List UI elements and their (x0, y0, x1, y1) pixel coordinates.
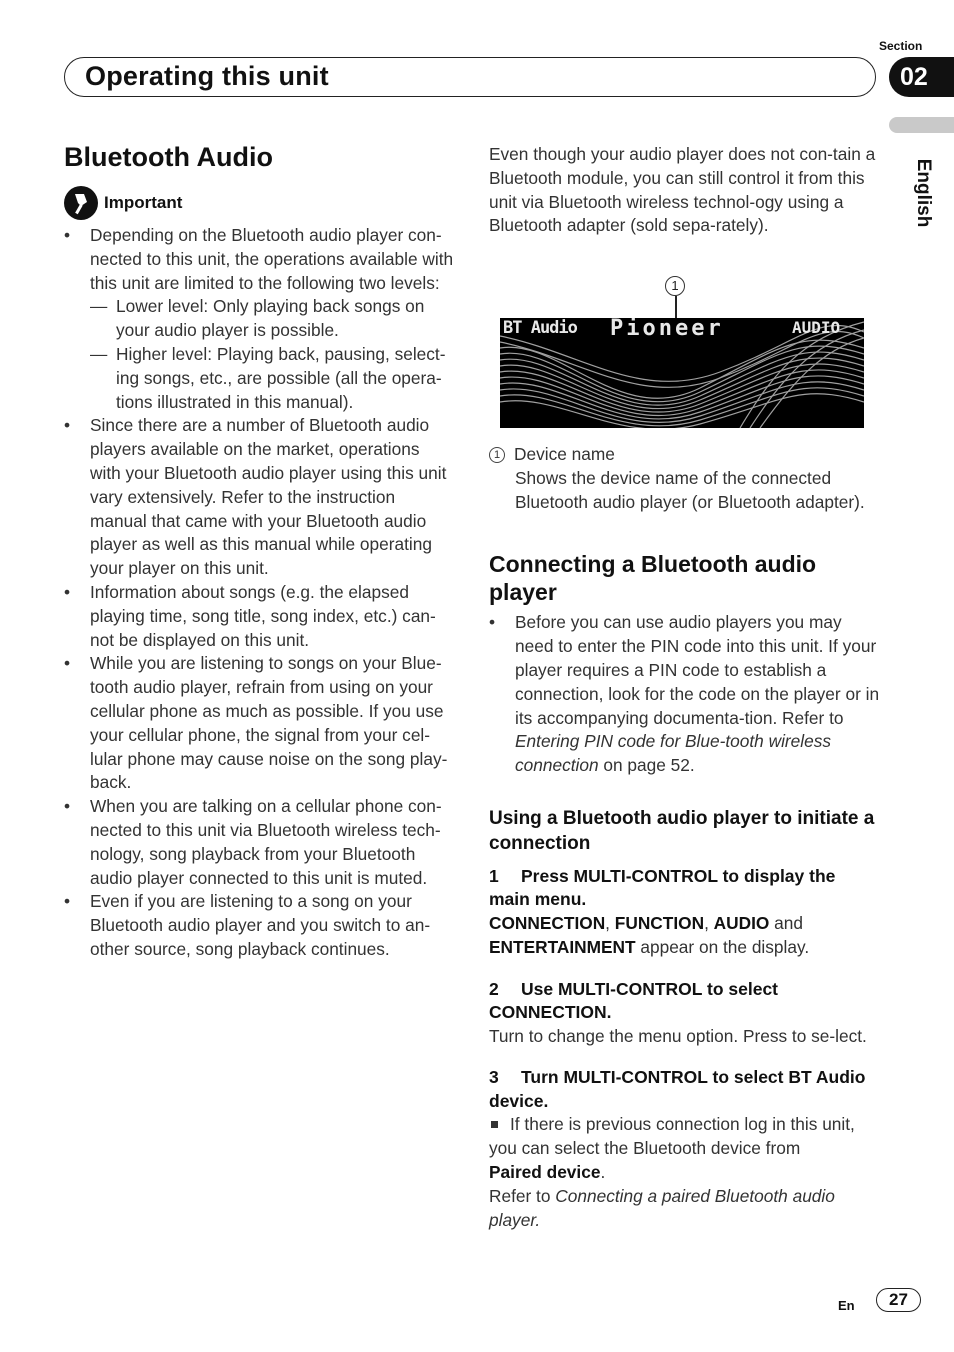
important-list (64, 224, 454, 962)
language-label: English (913, 158, 934, 228)
step-1 (489, 865, 881, 912)
section-heading: Connecting a Bluetooth audio player (489, 551, 817, 606)
important-label: Important (104, 193, 183, 212)
menu-item-function: FUNCTION (614, 912, 705, 933)
caption-text: Shows the device name of the connected Bluetooth audio player (or Bluetooth adapter). (515, 467, 865, 512)
figure-caption (489, 443, 881, 467)
section-number-badge: 02 (889, 57, 954, 97)
menu-item-audio: AUDIO (713, 912, 770, 933)
note-text: If there is previous connection log in this unit, you can select the Bluetooth device from (489, 1114, 855, 1159)
bullet-text: on page 52. (598, 755, 695, 776)
list-item: • While you are listening to songs on your Blue-tooth audio player, refrain from using on your cellular phone as much as possible. If you use your cellular phone, the signal from your cel-lular phone may cause noise on the song play-back. (64, 652, 454, 795)
separator: , (704, 912, 714, 933)
menu-item-connection: CONNECTION (489, 912, 606, 933)
caption-title: Device name (514, 444, 615, 464)
connect-list (489, 611, 881, 778)
list-item: • Even if you are listening to a song on your Bluetooth audio player and you switch to an-other source, song playback continues. (64, 890, 454, 961)
list-item: • Information about songs (e.g. the elapsed playing time, song title, song index, etc.) can-not be displayed on this unit. (64, 581, 454, 652)
chapter-title: Operating this unit (85, 61, 329, 91)
cross-reference: Entering PIN code for Blue-tooth wireless connection (515, 731, 832, 776)
page-title: Bluetooth Audio (64, 142, 273, 172)
bullet-text: Before you can use audio players you may need to enter the PIN code into this unit. If your player requires a PIN code to establish a connection, look for the code on the player or in its accompanying documenta-tion. Refer to (515, 612, 880, 728)
display-device-name: Pioneer (610, 318, 724, 341)
step-2-body: Turn to change the menu option. Press to se-lect. (489, 1025, 867, 1046)
display-source-label: BT Audio (503, 318, 577, 338)
square-bullet-icon (491, 1121, 498, 1128)
step-2 (489, 978, 881, 1025)
caption-number: 1 (489, 447, 505, 463)
display-audio-icon: AUDIO (792, 318, 841, 337)
important-notice (64, 186, 182, 220)
punctuation: . (600, 1161, 606, 1182)
list-item: • Since there are a number of Bluetooth audio players available on the market, operations with your Bluetooth audio player using this unit vary extensively. Refer to the instruction manual that came with your Bluetooth audio player as well as this manual while operating your player on this unit. (64, 414, 454, 581)
important-icon (64, 186, 98, 220)
figure-callout-number: 1 (665, 276, 685, 296)
step-text: Turn MULTI-CONTROL to select BT Audio device. (489, 1067, 866, 1111)
menu-item-entertainment: ENTERTAINMENT (489, 936, 636, 957)
bullet-text: Depending on the Bluetooth audio player con-nected to this unit, the operations available with this unit are limited to the following two levels: (90, 225, 454, 293)
right-column-lower (489, 443, 881, 1232)
intro-paragraph: Even though your audio player does not con-tain a Bluetooth module, you can still control it from this unit via Bluetooth wireless technol-ogy using a Bluetooth adapter (sold sepa-rately). (489, 144, 876, 236)
footer-language: En (838, 1298, 855, 1313)
device-display-image (500, 318, 864, 428)
chapter-header (64, 57, 876, 97)
step-number: 3 (489, 1067, 499, 1088)
step-body-text: appear on the display. (635, 936, 810, 957)
subsection-heading: Using a Bluetooth audio player to initiate a connection (489, 807, 875, 854)
step-text: Use MULTI-CONTROL to select CONNECTION. (489, 978, 779, 1023)
conjunction: and (769, 912, 803, 933)
sub-list-item: — Lower level: Only playing back songs on your audio player is possible. (90, 295, 454, 343)
sub-list-item: — Higher level: Playing back, pausing, select-ing songs, etc., are possible (all the opera-tions illustrated in this manual). (90, 343, 454, 414)
menu-item-paired-device: Paired device (489, 1161, 601, 1182)
step-text: Press MULTI-CONTROL to display the main menu. (489, 865, 836, 910)
list-item (64, 224, 454, 414)
step-1-body (489, 912, 881, 960)
refer-text: Refer to (489, 1185, 556, 1206)
left-column (64, 224, 454, 962)
separator: , (605, 912, 615, 933)
page-number: 27 (876, 1288, 921, 1312)
step-3-note (489, 1113, 881, 1232)
cross-reference: Connecting a paired Bluetooth audio player. (489, 1185, 835, 1230)
step-number: 1 (489, 865, 499, 886)
sub-list (90, 295, 454, 414)
list-item (489, 611, 881, 778)
list-item: • When you are talking on a cellular phone con-nected to this unit via Bluetooth wireless tech-nology, song playback from your Bluetooth audio player connected to this unit is muted. (64, 795, 454, 890)
language-tab (889, 117, 954, 133)
step-number: 2 (489, 978, 499, 999)
step-3 (489, 1066, 881, 1113)
section-label: Section (879, 39, 923, 53)
